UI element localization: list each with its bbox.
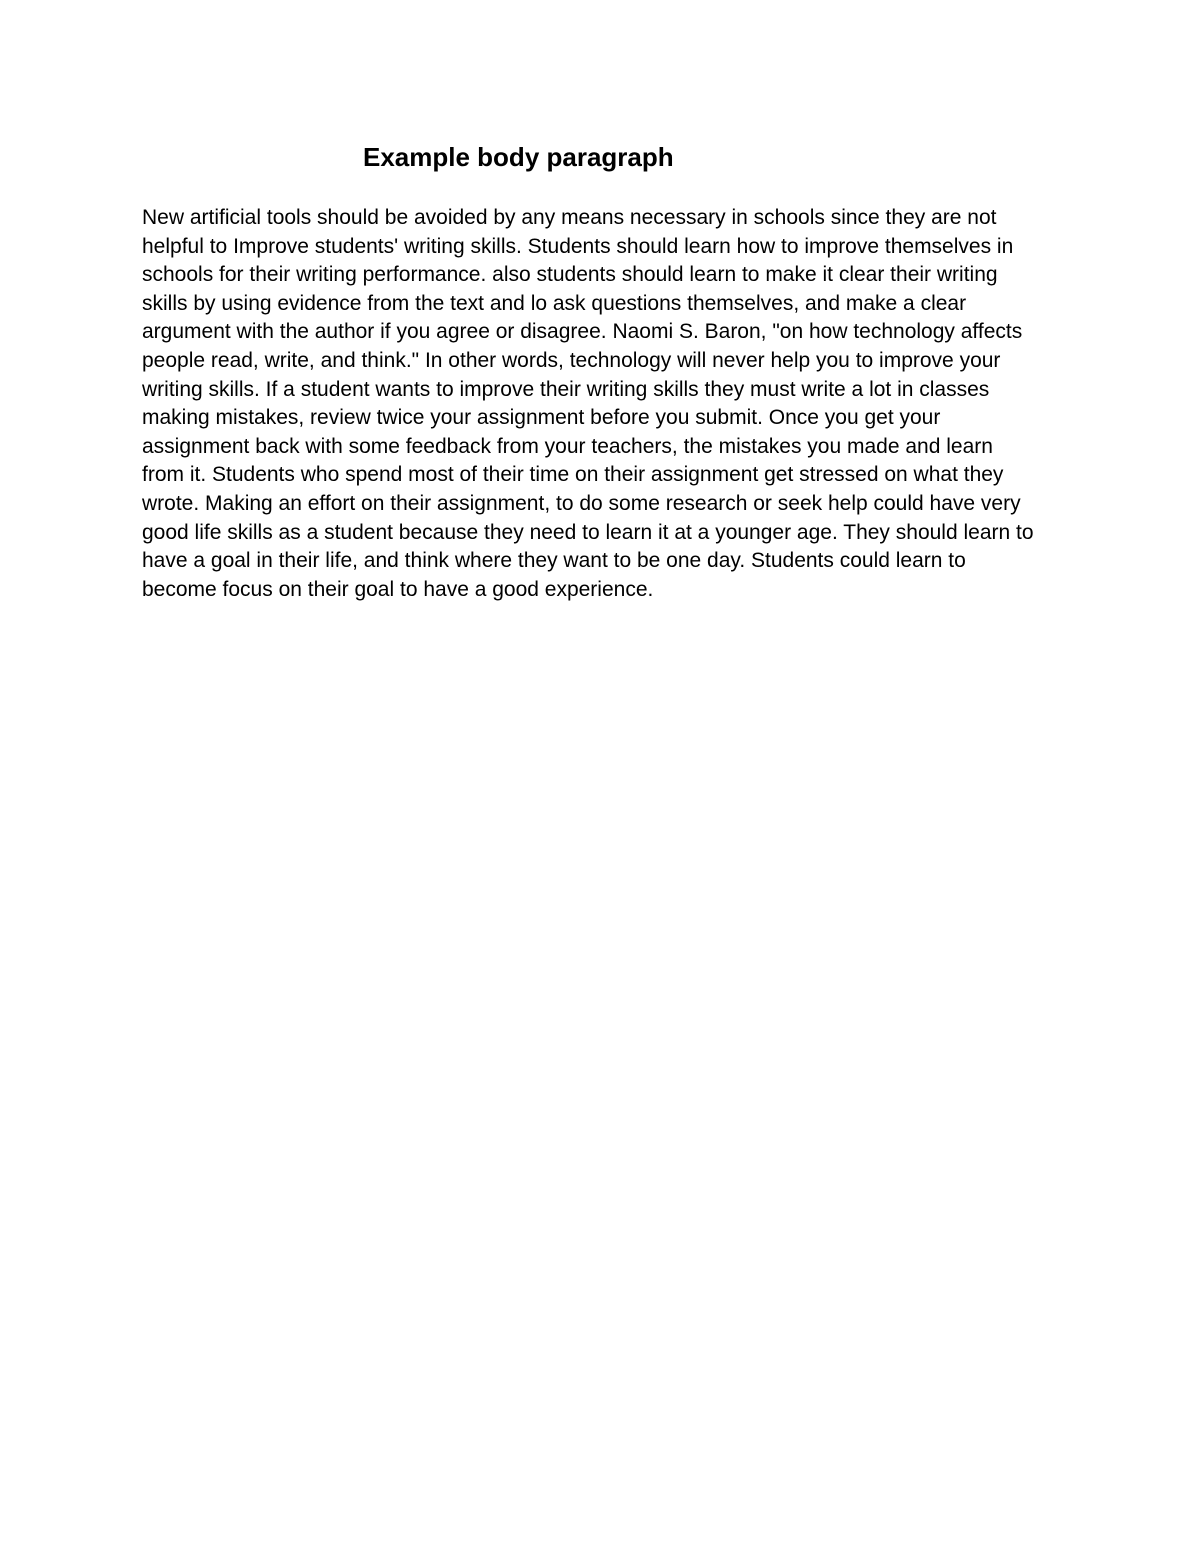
paragraph-line: schools for their writing performance. also students should learn to make it clear their writing	[142, 263, 998, 287]
paragraph-line: New artificial tools should be avoided by any means necessary in schools since they are not	[142, 206, 997, 229]
paragraph-line: from it. Students who spend most of their time on their assignment get stressed on what they	[142, 463, 1004, 487]
body-paragraph	[142, 204, 1082, 604]
paragraph-line: writing skills. If a student wants to improve their writing skills they must write a lot in classes	[142, 377, 990, 401]
paragraph-line: wrote. Making an effort on their assignment, to do some research or seek help could have very	[142, 491, 1021, 515]
paragraph-line: skills by using evidence from the text and lo ask questions themselves, and make a clear	[142, 291, 967, 315]
paragraph-line: assignment back with some feedback from your teachers, the mistakes you made and learn	[142, 434, 993, 458]
paragraph-line: become focus on their goal to have a good experience.	[142, 577, 654, 601]
paragraph-line: argument with the author if you agree or disagree. Naomi S. Baron, "on how technology affects	[142, 320, 1023, 344]
document-title: Example body paragraph	[363, 142, 674, 172]
paragraph-line: helpful to Improve students' writing skills. Students should learn how to improve themselves in	[142, 234, 1014, 258]
paragraph-line: have a goal in their life, and think where they want to be one day. Students could learn to	[142, 549, 966, 573]
paragraph-line: people read, write, and think." In other words, technology will never help you to improve your	[142, 348, 1001, 372]
paragraph-line: good life skills as a student because they need to learn it at a younger age. They should learn to	[142, 520, 1034, 544]
paragraph-line: making mistakes, review twice your assignment before you submit. Once you get your	[142, 406, 941, 430]
